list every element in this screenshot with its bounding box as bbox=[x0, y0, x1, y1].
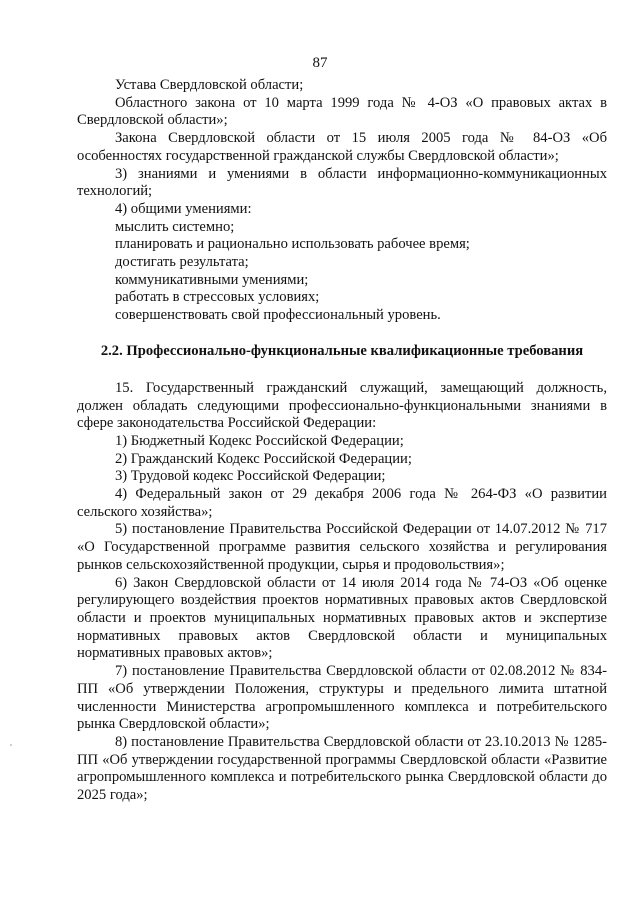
list-item: 7) постановление Правительства Свердловской области от 02.08.2012 № 834-ПП «Об утверждении Положения, структуры и предельного лимита штатной численности Министерства агропромышленного комплекса и потребительского рынка Свердловской области»; bbox=[77, 663, 607, 733]
paragraph: Закона Свердловской области от 15 июля 2005 года № 84-ОЗ «Об особенностях государственной гражданской службы Свердловской области»; bbox=[77, 130, 607, 164]
list-item: совершенствовать свой профессиональный уровень. bbox=[115, 307, 441, 324]
paragraph: Областного закона от 10 марта 1999 года № 4-ОЗ «О правовых актах в Свердловской области»; bbox=[77, 94, 607, 129]
list-item: достигать результата; bbox=[115, 254, 249, 271]
section-heading: 2.2. Профессионально-функциональные квалификационные требования bbox=[100, 342, 584, 359]
paragraph: Устава Свердловской области; bbox=[115, 77, 304, 93]
paragraph: 15. Государственный гражданский служащий, замещающий должность, должен обладать следующими профессионально-функциональными знаниями в сфере законодательства Российской Федерации: bbox=[77, 379, 607, 432]
list-item: 1) Бюджетный Кодекс Российской Федерации; bbox=[115, 432, 404, 449]
list-item: работать в стрессовых условиях; bbox=[115, 289, 320, 306]
scan-artifact bbox=[10, 744, 12, 746]
document-body bbox=[77, 77, 607, 805]
list-item: 4) общими умениями: bbox=[115, 200, 252, 217]
list-item: 3) Трудовой кодекс Российской Федерации; bbox=[115, 468, 386, 485]
page-number: 87 bbox=[312, 55, 328, 71]
list-item: 4) Федеральный закон от 29 декабря 2006 года № 264-ФЗ «О развитии сельского хозяйства»; bbox=[77, 486, 607, 520]
list-item: коммуникативными умениями; bbox=[115, 271, 309, 288]
list-item: 2) Гражданский Кодекс Российской Федерации; bbox=[115, 450, 412, 467]
list-item: 6) Закон Свердловской области от 14 июля 2014 года № 74-ОЗ «Об оценке регулирующего воздействия проектов нормативных правовых актов Свердловской области и проектов муниципальных нормативных правовых актов и экспертизе нормативных правовых актов Свердловской области и муниципальных нормативных правовых актов»; bbox=[77, 574, 607, 662]
list-item: планировать и рационально использовать рабочее время; bbox=[115, 236, 470, 253]
list-item: мыслить системно; bbox=[115, 218, 235, 235]
paragraph: 3) знаниями и умениями в области информационно-коммуникационных технологий; bbox=[77, 165, 607, 200]
list-item: 8) постановление Правительства Свердловской области от 23.10.2013 № 1285-ПП «Об утверждении государственной программы Свердловской области «Развитие агропромышленного комплекса и потребительского рынка Свердловской области до 2025 года»; bbox=[77, 733, 607, 804]
list-item: 5) постановление Правительства Российской Федерации от 14.07.2012 № 717 «О Государственной программе развития сельского хозяйства и регулирования рынков сельскохозяйственной продукции, сырья и продовольствия»; bbox=[77, 521, 607, 573]
